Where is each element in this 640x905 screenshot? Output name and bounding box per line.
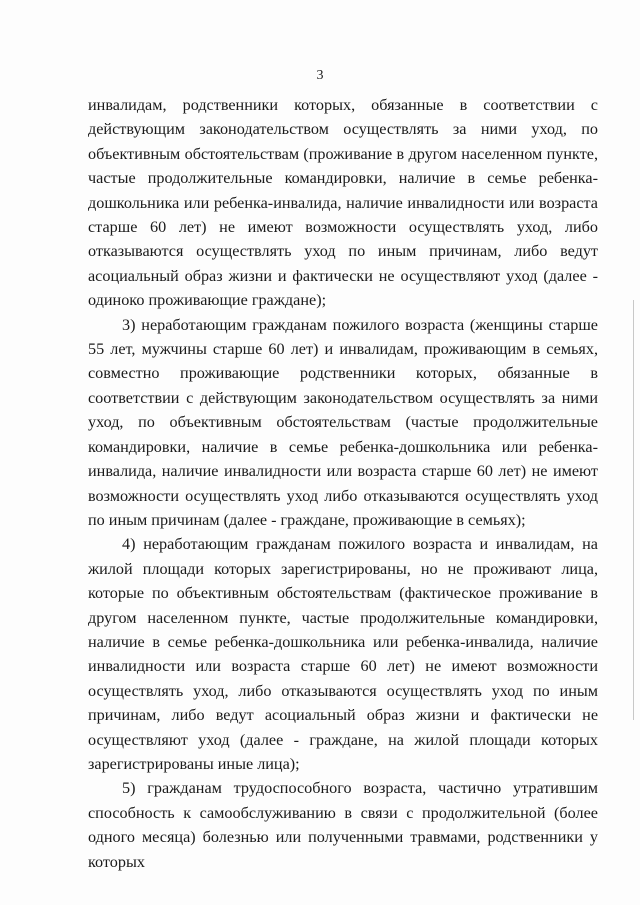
scan-edge-line <box>633 300 634 720</box>
paragraph-continuation: инвалидам, родственники которых, обязанные в соответствии с действующим законодательством осуществлять за ними уход, по объективным обстоятельствам (проживание в другом населенном пункте, частые продолжительные командировки, наличие в семье ребенка-дошкольника или ребенка-инвалида, наличие инвалидности или возраста старше 60 лет) не имеют возможности осуществлять уход, либо отказываются осуществлять уход по иным причинам, либо ведут асоциальный образ жизни и фактически не осуществляют уход (далее - одиноко проживающие граждане); <box>88 96 598 310</box>
paragraph-item-5: 5) гражданам трудоспособного возраста, частично утратившим способность к самообслуживанию в связи с продолжительной (более одного месяца) болезнью или полученными травмами, родственники у которых <box>88 779 598 871</box>
paragraph-item-4: 4) неработающим гражданам пожилого возраста и инвалидам, на жилой площади которых зарегистрированы, но не проживают лица, которые по объективным обстоятельствам (фактическое проживание в другом населенном пункте, частые продолжительные командировки, наличие в семье ребенка-дошкольника или ребенка-инвалида, наличие инвалидности или возраста старше 60 лет) не имеют возможности осуществлять уход, либо отказываются осуществлять уход по иным причинам, либо ведут асоциальный образ жизни и фактически не осуществляют уход (далее - граждане, на жилой площади которых зарегистрированы иные лица); <box>88 535 598 773</box>
page-number: 3 <box>316 68 324 83</box>
paragraph-item-3: 3) неработающим гражданам пожилого возраста (женщины старше 55 лет, мужчины старше 60 лет) и инвалидам, проживающим в семьях, совместно проживающие родственники которых, обязанные в соответствии с действующим законодательством осуществлять за ними уход, по объективным обстоятельствам (частые продолжительные командировки, наличие в семье ребенка-дошкольника или ребенка-инвалида, наличие инвалидности или возраста старше 60 лет) не имеют возможности осуществлять уход либо отказываются осуществлять уход по иным причинам (далее - граждане, проживающие в семьях); <box>88 315 598 529</box>
document-body <box>88 93 598 874</box>
